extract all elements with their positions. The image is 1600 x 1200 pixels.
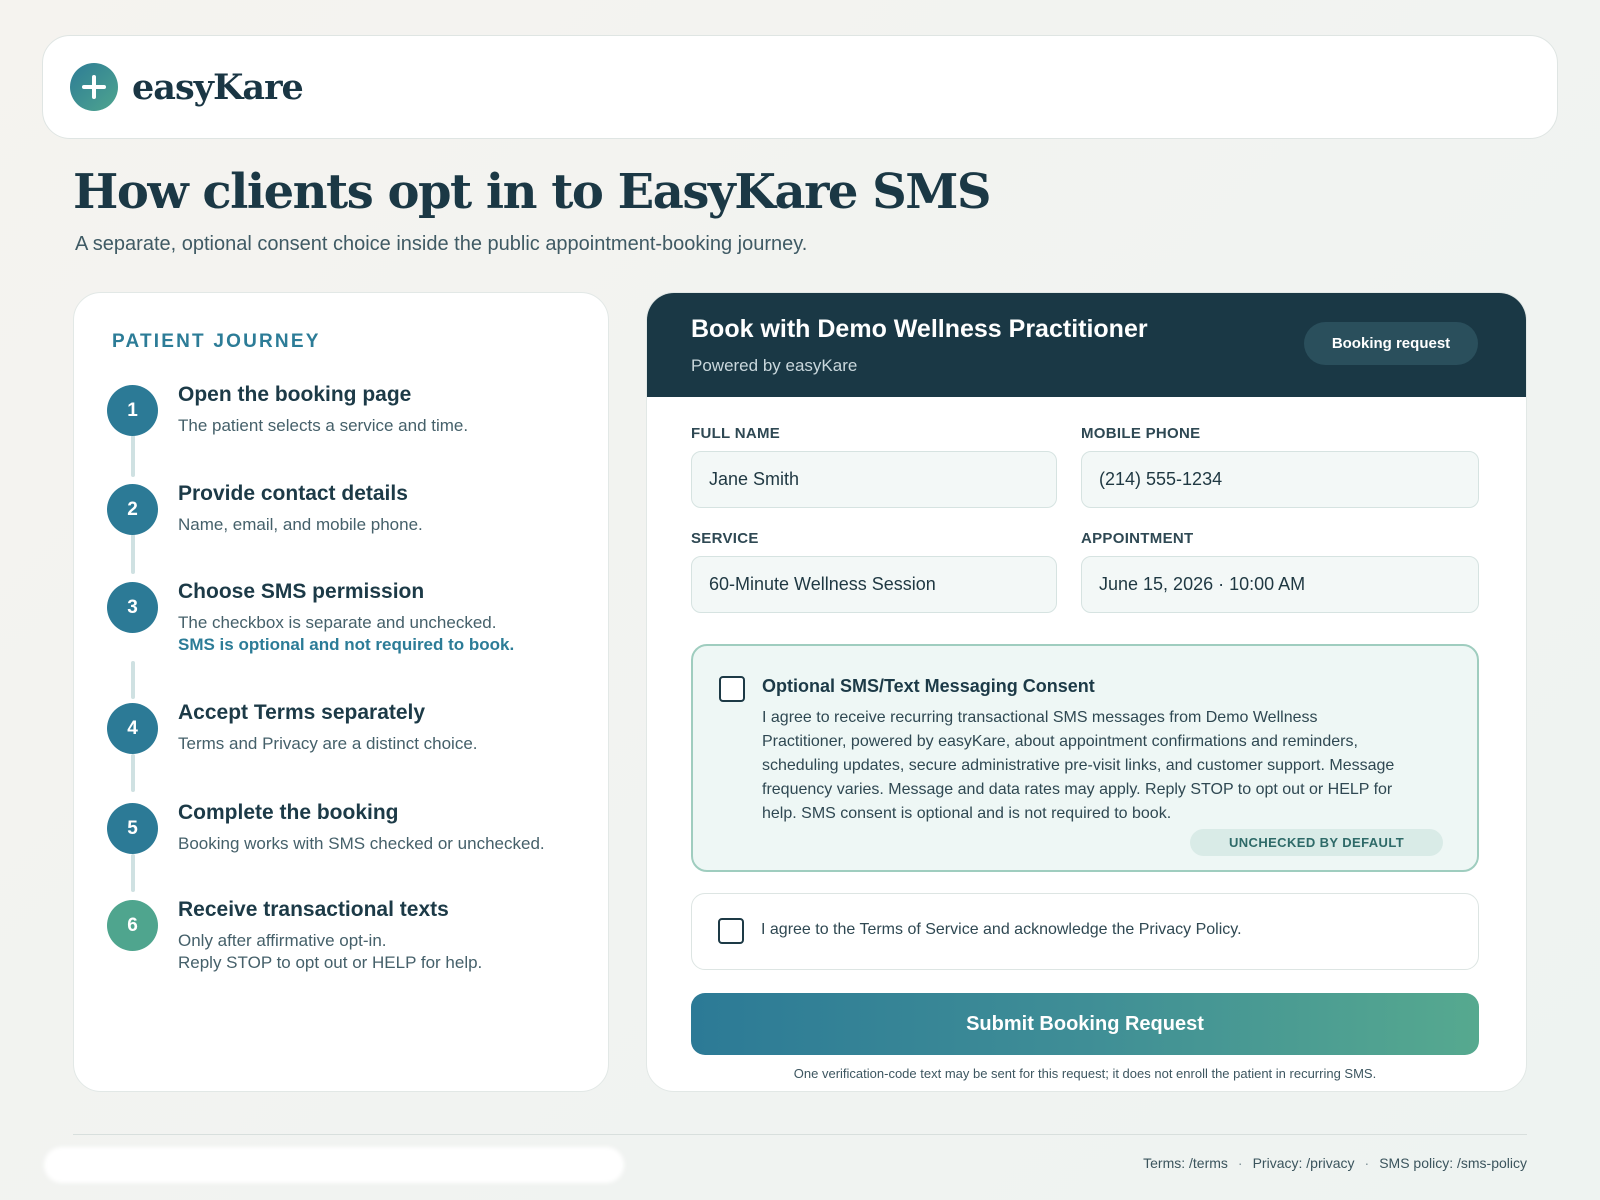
step-number: 4 <box>107 703 158 754</box>
top-header <box>42 35 1558 139</box>
mobile-phone-label: MOBILE PHONE <box>1081 425 1201 442</box>
step-connector <box>131 754 135 792</box>
footer-separator: · <box>1364 1155 1370 1171</box>
mobile-phone-field[interactable]: (214) 555-1234 <box>1081 451 1479 508</box>
sms-consent-box <box>691 644 1479 872</box>
step-connector <box>131 661 135 699</box>
sms-optional-note: SMS is optional and not required to book. <box>178 635 515 654</box>
step-description: The checkbox is separate and unchecked. <box>178 613 497 632</box>
step-number: 2 <box>107 484 158 535</box>
step-description: Name, email, and mobile phone. <box>178 515 423 534</box>
plus-icon <box>70 63 118 111</box>
footer-link-privacy[interactable]: Privacy: /privacy <box>1252 1155 1355 1171</box>
unchecked-default-badge: UNCHECKED BY DEFAULT <box>1190 829 1443 856</box>
step-number: 1 <box>107 385 158 436</box>
step-title: Complete the booking <box>178 801 399 824</box>
step-number: 3 <box>107 582 158 633</box>
step-description: Terms and Privacy are a distinct choice. <box>178 734 478 753</box>
footer-link-sms-policy[interactable]: SMS policy: /sms-policy <box>1379 1155 1527 1171</box>
footer-link-terms[interactable]: Terms: /terms <box>1143 1155 1228 1171</box>
step-connector <box>131 534 135 574</box>
footer-links <box>1143 1155 1527 1171</box>
service-field[interactable]: 60-Minute Wellness Session <box>691 556 1057 613</box>
powered-by-text: Powered by easyKare <box>691 356 858 375</box>
appointment-field[interactable]: June 15, 2026 · 10:00 AM <box>1081 556 1479 613</box>
footer-divider <box>73 1134 1527 1135</box>
step-title: Choose SMS permission <box>178 580 425 603</box>
service-label: SERVICE <box>691 530 759 547</box>
redacted-area <box>44 1147 624 1183</box>
step-description: The patient selects a service and time. <box>178 416 469 435</box>
verification-note: One verification-code text may be sent for this request; it does not enroll the patient in recurring SMS. <box>793 1066 1377 1081</box>
booking-form-card <box>646 292 1527 1092</box>
terms-consent-box <box>691 893 1479 970</box>
journey-heading: PATIENT JOURNEY <box>112 331 321 352</box>
booking-request-badge: Booking request <box>1304 322 1478 365</box>
booking-header <box>647 293 1526 397</box>
step-description: Only after affirmative opt-in. <box>178 931 387 950</box>
full-name-field[interactable]: Jane Smith <box>691 451 1057 508</box>
page-subtitle: A separate, optional consent choice inside the public appointment-booking journey. <box>75 233 808 255</box>
step-title: Receive transactional texts <box>178 898 449 921</box>
sms-consent-checkbox[interactable] <box>719 676 745 702</box>
terms-checkbox[interactable] <box>718 918 744 944</box>
step-description: Booking works with SMS checked or unchecked. <box>178 834 545 853</box>
step-description-extra: Reply STOP to opt out or HELP for help. <box>178 953 483 972</box>
step-number: 5 <box>107 803 158 854</box>
step-number: 6 <box>107 900 158 951</box>
appointment-label: APPOINTMENT <box>1081 530 1194 547</box>
patient-journey-card <box>73 292 609 1092</box>
brand-name[interactable]: easyKare <box>132 66 303 108</box>
full-name-label: FULL NAME <box>691 425 781 442</box>
submit-booking-button[interactable]: Submit Booking Request <box>691 993 1479 1055</box>
step-connector <box>131 435 135 477</box>
booking-title: Book with Demo Wellness Practitioner <box>691 315 1148 343</box>
step-title: Accept Terms separately <box>178 701 426 724</box>
page-title: How clients opt in to EasyKare SMS <box>73 164 991 220</box>
step-title: Open the booking page <box>178 383 412 406</box>
terms-text: I agree to the Terms of Service and acknowledge the Privacy Policy. <box>761 921 1242 938</box>
footer-separator: · <box>1237 1155 1243 1171</box>
step-title: Provide contact details <box>178 482 408 505</box>
sms-consent-title: Optional SMS/Text Messaging Consent <box>762 676 1095 696</box>
sms-consent-text: I agree to receive recurring transactional SMS messages from Demo Wellness Practitioner, powered by easyKare, about appointment confirmations and reminders, scheduling updates, secure administrative pre-visit links, and customer support. Message frequency varies. Message and data rates may apply. Reply STOP to opt out or HELP for help. SMS consent is optional and is not required to book. <box>762 709 1395 822</box>
step-connector <box>131 854 135 892</box>
